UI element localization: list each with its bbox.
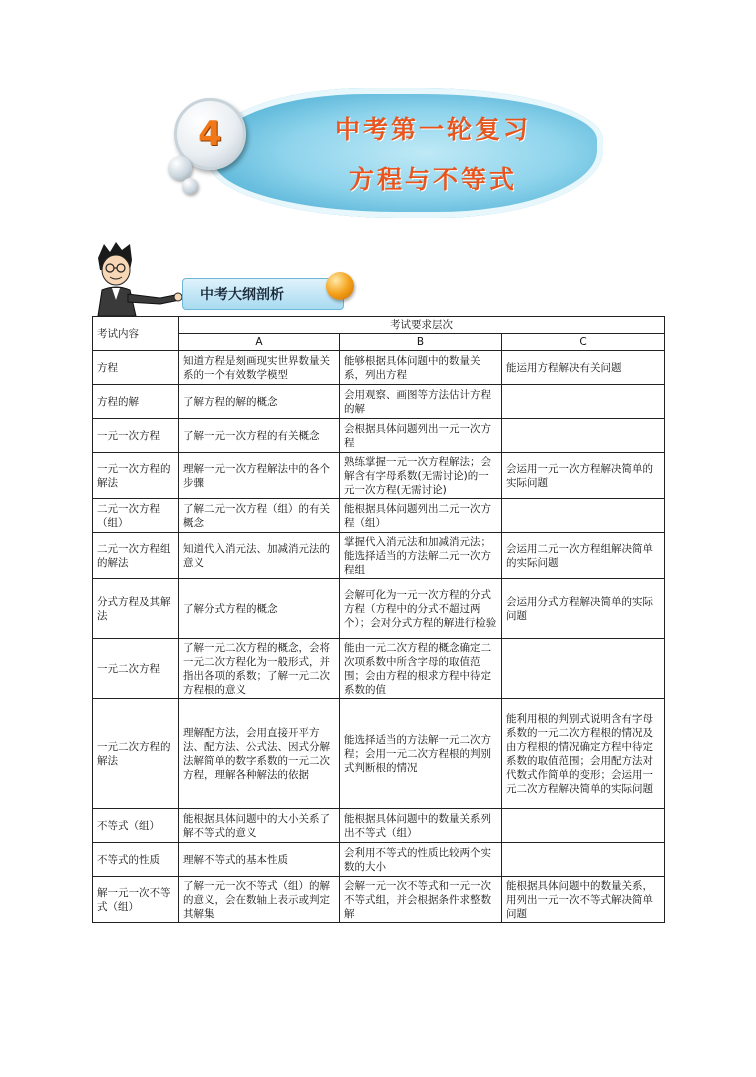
decorative-orb-icon xyxy=(326,272,354,300)
row-topic: 一元二次方程 xyxy=(93,639,179,699)
row-topic: 二元一次方程（组） xyxy=(93,499,179,533)
header-level-a: A xyxy=(179,334,340,351)
row-level-c xyxy=(502,843,665,877)
row-topic: 方程的解 xyxy=(93,385,179,419)
row-level-a: 理解一元一次方程解法中的各个步骤 xyxy=(179,453,340,499)
row-level-c: 会运用一元一次方程解决简单的实际问题 xyxy=(502,453,665,499)
row-level-a: 了解一元二次方程的概念，会将一元二次方程化为一般形式，并指出各项的系数；了解一元二次方程根的意义 xyxy=(179,639,340,699)
syllabus-table xyxy=(92,316,665,923)
banner-title: 中考第一轮复习 xyxy=(334,115,531,144)
table-row xyxy=(93,385,665,419)
row-level-c: 会运用二元一次方程组解决简单的实际问题 xyxy=(502,533,665,579)
row-level-b: 能根据具体问题中的数量关系列出不等式（组） xyxy=(340,809,502,843)
row-level-b: 能由一元二次方程的概念确定二次项系数中所含字母的取值范围；会由方程的根求方程中待定系数的值 xyxy=(340,639,502,699)
table-row xyxy=(93,877,665,923)
header-level-c: C xyxy=(502,334,665,351)
row-topic: 分式方程及其解法 xyxy=(93,579,179,639)
table-header-row xyxy=(93,317,665,334)
section-header xyxy=(90,240,360,316)
header-levels: 考试要求层次 xyxy=(179,317,665,334)
row-level-a: 能根据具体问题中的大小关系了解不等式的意义 xyxy=(179,809,340,843)
banner-subtitle: 方程与不等式 xyxy=(348,165,517,194)
row-level-a: 了解一元一次不等式（组）的解的意义，会在数轴上表示或判定其解集 xyxy=(179,877,340,923)
table-row xyxy=(93,809,665,843)
banner-ice-background xyxy=(208,88,603,218)
table-row xyxy=(93,843,665,877)
row-level-c xyxy=(502,419,665,453)
table-row xyxy=(93,533,665,579)
row-level-c: 能运用方程解决有关问题 xyxy=(502,351,665,385)
row-level-b: 能根据具体问题列出二元一次方程（组） xyxy=(340,499,502,533)
row-level-a: 了解二元一次方程（组）的有关概念 xyxy=(179,499,340,533)
row-topic: 方程 xyxy=(93,351,179,385)
chapter-banner xyxy=(168,78,608,228)
section-label: 中考大纲剖析 xyxy=(200,287,284,303)
row-topic: 一元一次方程 xyxy=(93,419,179,453)
table-row xyxy=(93,639,665,699)
table-row xyxy=(93,453,665,499)
row-topic: 解一元一次不等式（组） xyxy=(93,877,179,923)
row-level-b: 会解一元一次不等式和一元一次不等式组，并会根据条件求整数解 xyxy=(340,877,502,923)
decorative-bubble-icon xyxy=(182,178,198,194)
row-topic: 二元一次方程组的解法 xyxy=(93,533,179,579)
row-topic: 一元一次方程的解法 xyxy=(93,453,179,499)
row-level-b: 掌握代入消元法和加减消元法；能选择适当的方法解二元一次方程组 xyxy=(340,533,502,579)
table-row xyxy=(93,351,665,385)
row-level-c xyxy=(502,499,665,533)
row-level-b: 会根据具体问题列出一元一次方程 xyxy=(340,419,502,453)
row-level-a: 了解方程的解的概念 xyxy=(179,385,340,419)
chapter-number: 4 xyxy=(198,114,222,154)
row-level-b: 会用观察、画图等方法估计方程的解 xyxy=(340,385,502,419)
row-level-a: 理解配方法，会用直接开平方法、配方法、公式法、因式分解法解简单的数字系数的一元二次方程，理解各种解法的依据 xyxy=(179,699,340,809)
row-topic: 不等式的性质 xyxy=(93,843,179,877)
table-row xyxy=(93,419,665,453)
table-header-subrow xyxy=(93,334,665,351)
row-level-c xyxy=(502,639,665,699)
header-level-b: B xyxy=(340,334,502,351)
row-level-c xyxy=(502,385,665,419)
row-level-b: 会利用不等式的性质比较两个实数的大小 xyxy=(340,843,502,877)
row-level-a: 了解一元一次方程的有关概念 xyxy=(179,419,340,453)
row-level-c: 能利用根的判别式说明含有字母系数的一元二次方程根的情况及由方程根的情况确定方程中待定系数的取值范围；会用配方法对代数式作简单的变形；会运用一元二次方程解决简单的实际问题 xyxy=(502,699,665,809)
row-topic: 一元二次方程的解法 xyxy=(93,699,179,809)
row-level-c: 会运用分式方程解决简单的实际问题 xyxy=(502,579,665,639)
row-level-a: 理解不等式的基本性质 xyxy=(179,843,340,877)
row-level-b: 能选择适当的方法解一元二次方程；会用一元二次方程根的判别式判断根的情况 xyxy=(340,699,502,809)
row-level-b: 熟练掌握一元一次方程解法；会解含有字母系数(无需讨论)的一元一次方程(无需讨论) xyxy=(340,453,502,499)
table-row xyxy=(93,699,665,809)
row-topic: 不等式（组） xyxy=(93,809,179,843)
row-level-a: 知道方程是刻画现实世界数量关系的一个有效数学模型 xyxy=(179,351,340,385)
table-row xyxy=(93,499,665,533)
header-content: 考试内容 xyxy=(93,317,179,351)
cartoon-teacher-icon xyxy=(90,240,182,316)
row-level-a: 了解分式方程的概念 xyxy=(179,579,340,639)
row-level-c: 能根据具体问题中的数量关系，用列出一元一次不等式解决简单问题 xyxy=(502,877,665,923)
table-row xyxy=(93,579,665,639)
row-level-c xyxy=(502,809,665,843)
decorative-bubble-icon xyxy=(168,156,192,180)
row-level-b: 能够根据具体问题中的数量关系，列出方程 xyxy=(340,351,502,385)
row-level-a: 知道代入消元法、加减消元法的意义 xyxy=(179,533,340,579)
row-level-b: 会解可化为一元一次方程的分式方程（方程中的分式不超过两个）；会对分式方程的解进行检验 xyxy=(340,579,502,639)
